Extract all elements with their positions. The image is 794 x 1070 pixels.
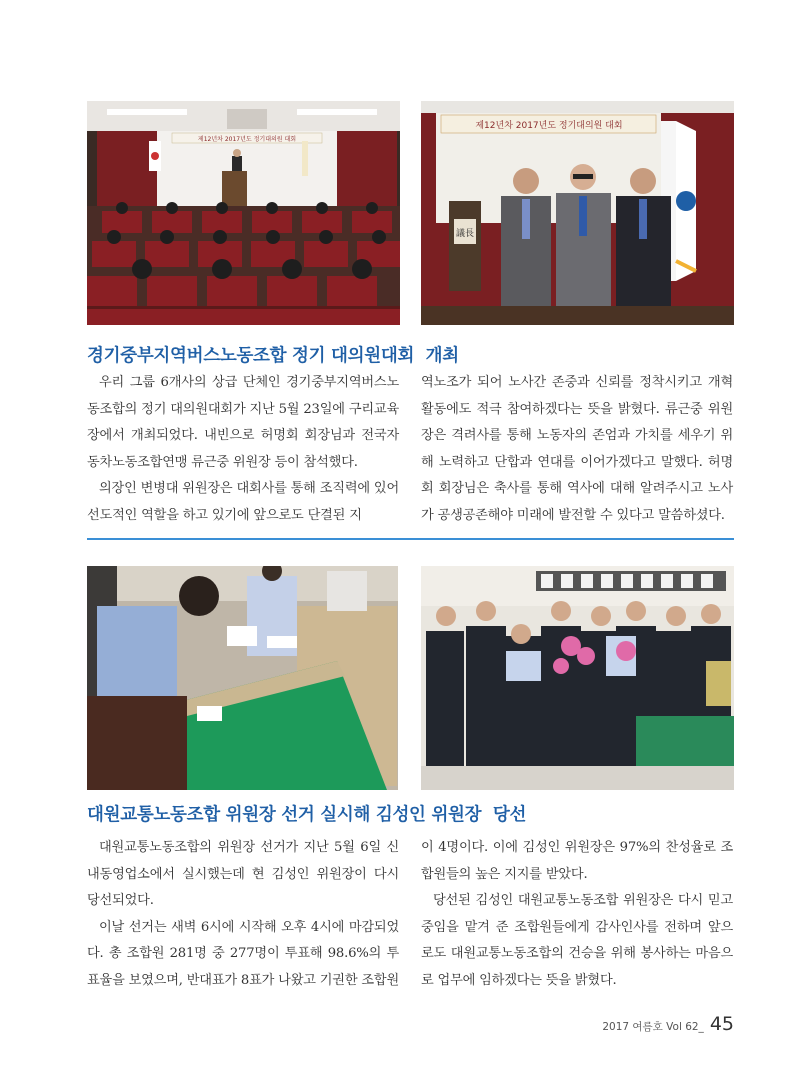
issue-label: 2017 여름호 Vol 62_ — [602, 1021, 704, 1033]
article2-paragraph: 이날 선거는 새벽 6시에 시작해 오후 4시에 마감되었다. 총 조합원 281명 중 277명이 투표해 98.6%의 투표율을 보였으며, 반대표가 8표가 나왔고 기권한 조합원 — [87, 919, 399, 988]
article2-paragraph: 대원교통노동조합의 위원장 선거가 지난 5월 6일 신내동영업소에서 실시했는데 현 김성인 위원장이 다시 당선되었다. — [87, 840, 399, 908]
article2-column-left — [87, 835, 399, 994]
headline-conference: 경기중부지역버스노동조합 정기 대의원대회 개최 — [87, 346, 459, 366]
article1-paragraph: 우리 그룹 6개사의 상급 단체인 경기중부지역버스노동조합의 정기 대의원대회가 지난 5월 23일에 구리교육장에서 개최되었다. 내빈으로 허명회 회장님과 전국자동차노동조합연맹 류근중 위원장 등이 참석했다. — [87, 375, 399, 470]
photo-conference-hall — [87, 101, 400, 325]
article1-column-left — [87, 370, 399, 529]
section-divider — [87, 538, 734, 540]
headline-election: 대원교통노동조합 위원장 선거 실시해 김성인 위원장 당선 — [87, 805, 527, 825]
banner-text: 제12년차 2017년도 정기대의원 대회 — [197, 136, 297, 143]
article2-paragraph: 이 4명이다. 이에 김성인 위원장은 97%의 찬성율로 조합원들의 높은 지지를 받았다. — [421, 840, 733, 882]
podium-text: 議長 — [455, 229, 475, 239]
article1-paragraph: 역노조가 되어 노사간 존중과 신뢰를 정착시키고 개혁활동에도 적극 참여하겠다는 뜻을 밝혔다. 류근중 위원장은 격려사를 통해 노동자의 존엄과 가치를 세우기 위해 노력하고 단합과 연대를 이어가겠다고 말했다. 허명회 회장님은 축사를 통해 역사에 대해 알려주시고 노사가 공생공존해야 미래에 발전할 수 있다고 말씀하셨다. — [421, 375, 733, 523]
photo-group-celebration — [421, 566, 734, 790]
page-footer — [602, 1013, 734, 1035]
article1-paragraph: 의장인 변병대 위원장은 대회사를 통해 조직력에 있어 선도적인 역할을 하고 있기에 앞으로도 단결된 지 — [87, 481, 399, 523]
photo-three-officials — [421, 101, 734, 325]
photo-ballot-counting — [87, 566, 398, 790]
banner-text: 제12년차 2017년도 정기대의원 대회 — [475, 121, 623, 131]
article1-column-right — [421, 370, 733, 529]
article2-paragraph: 당선된 김성인 대원교통노동조합 위원장은 다시 믿고 중임을 맡겨 준 조합원들에게 감사인사를 전하며 앞으로도 대원교통노동조합의 건승을 위해 봉사하는 마음으로 업무에 임하겠다는 뜻을 밝혔다. — [421, 893, 733, 988]
page-number: 45 — [709, 1013, 734, 1035]
article2-column-right — [421, 835, 733, 994]
